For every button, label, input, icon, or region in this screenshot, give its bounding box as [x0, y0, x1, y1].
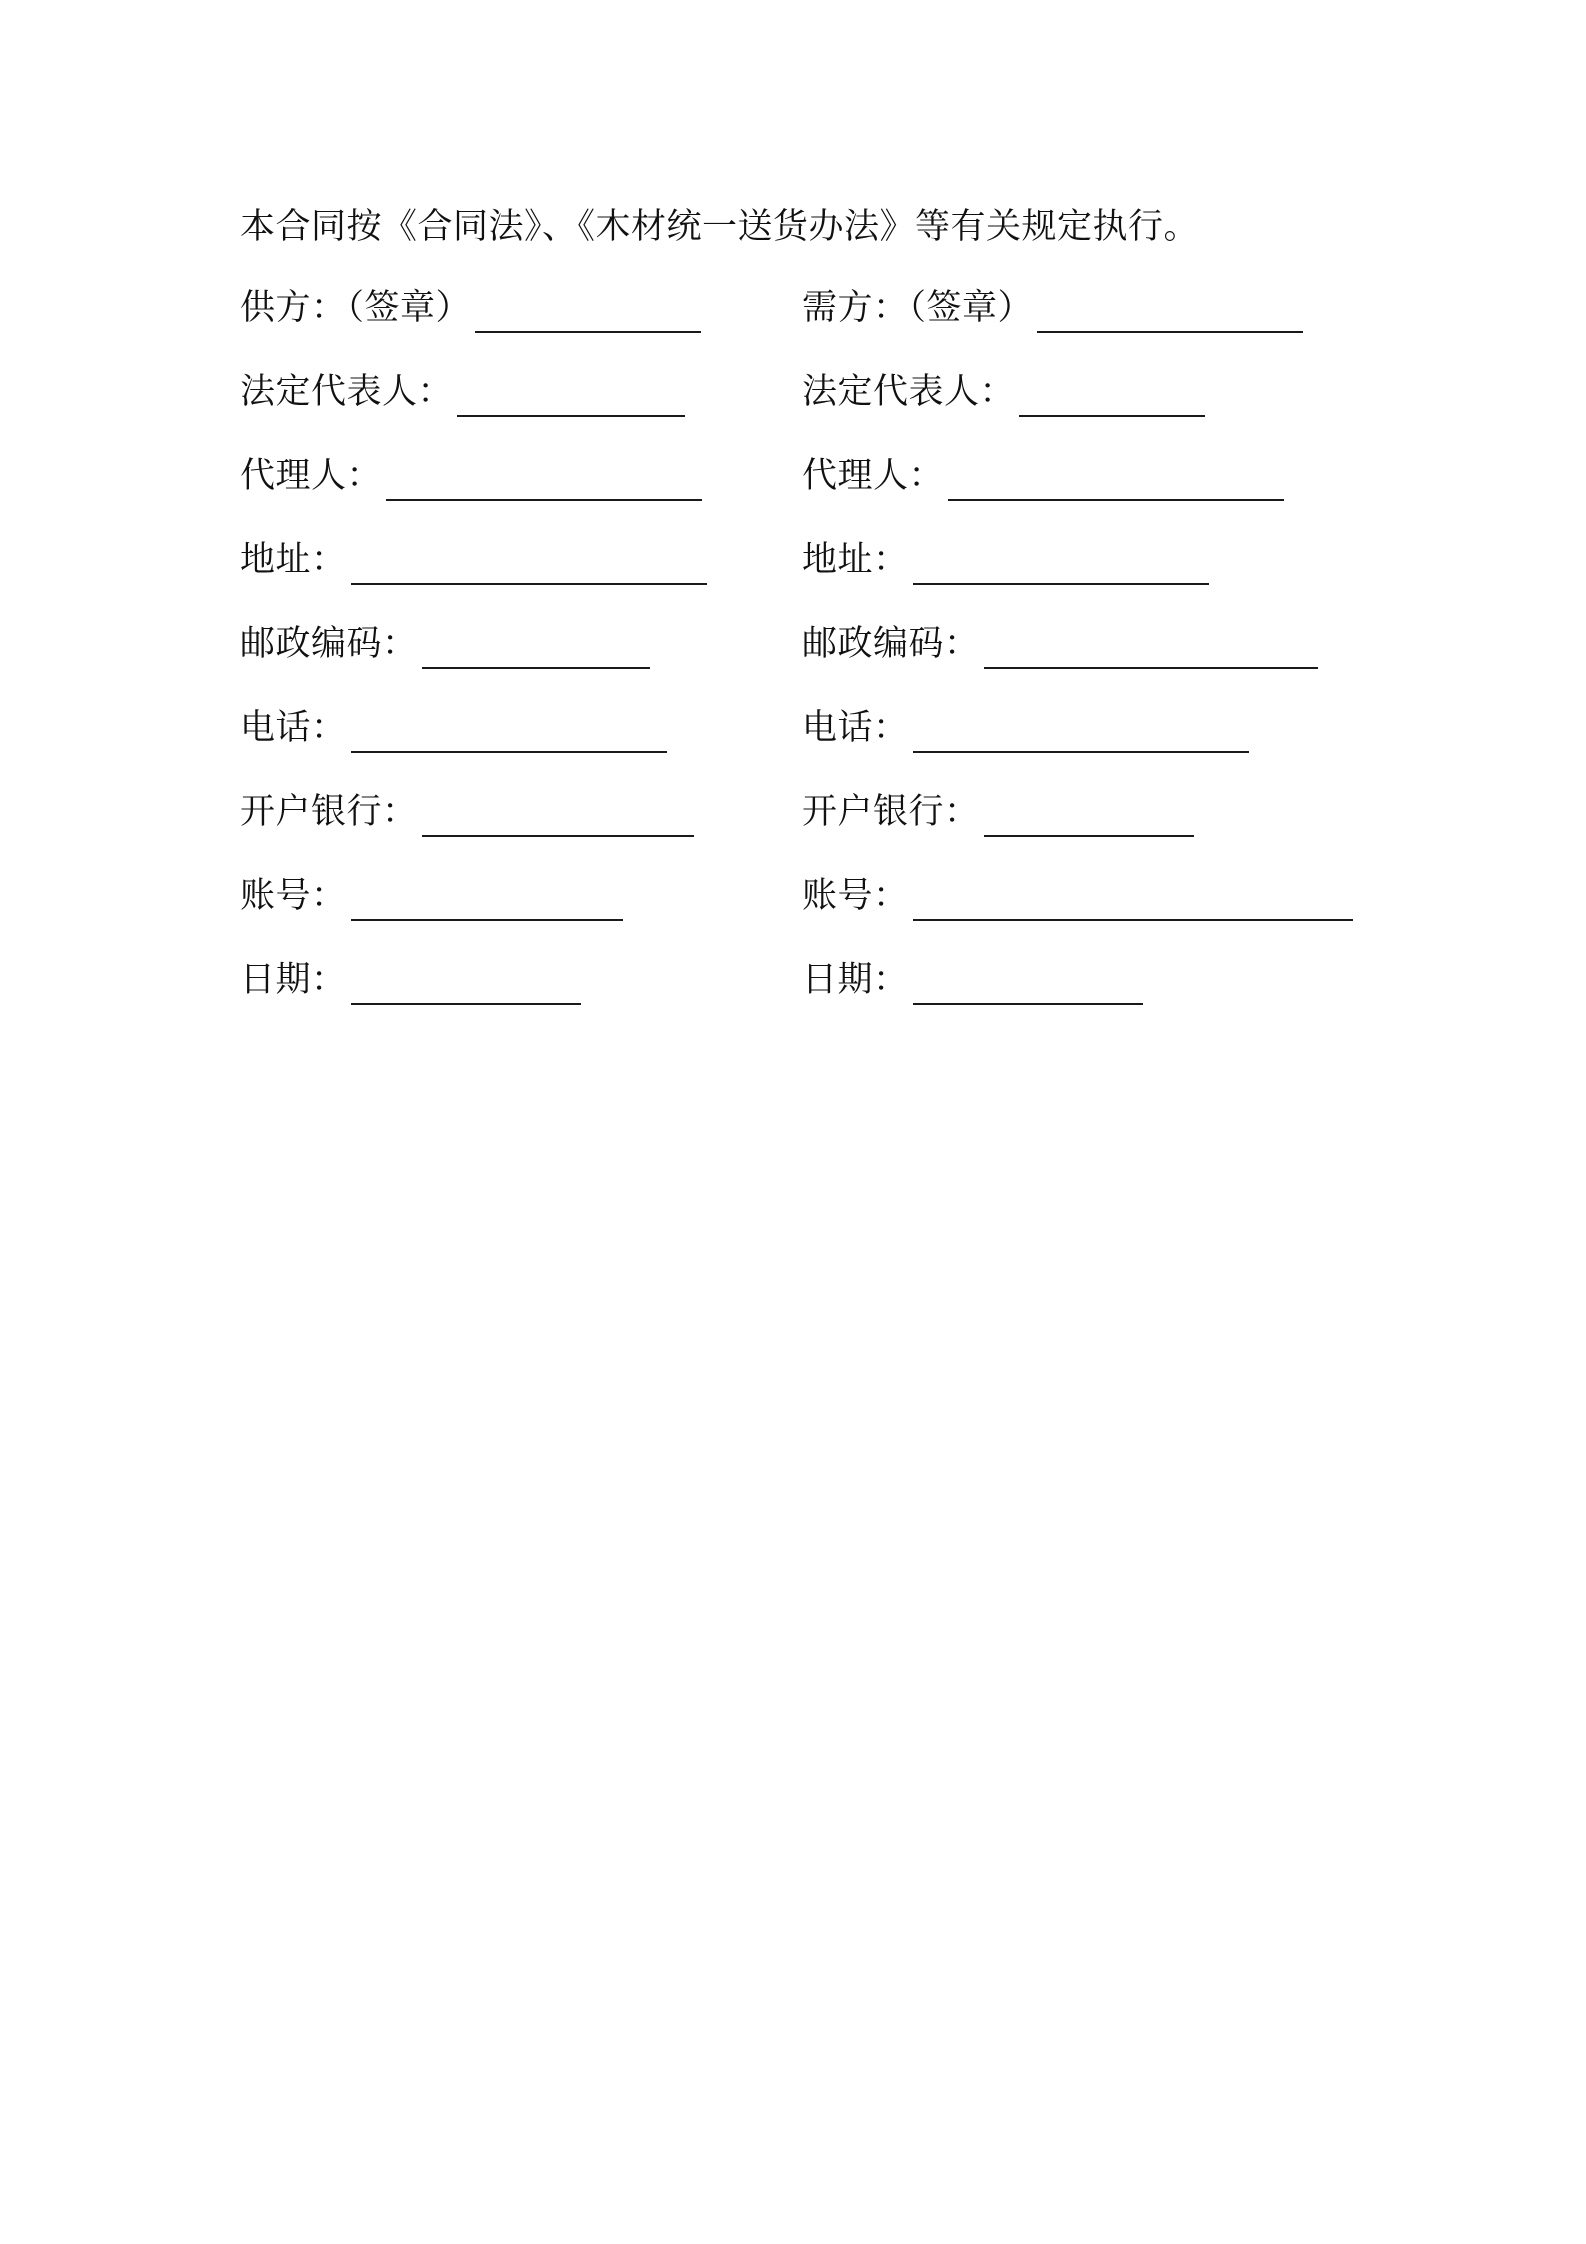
supplier-account-blank [351, 879, 623, 921]
buyer-address-label: 地址： [802, 540, 909, 580]
buyer-postcode-label: 邮政编码： [802, 624, 980, 664]
supplier-legal-rep-label: 法定代表人： [240, 372, 454, 412]
supplier-agent-blank [386, 459, 702, 501]
buyer-legal-rep-blank [1019, 375, 1205, 417]
supplier-bank-blank [422, 795, 694, 837]
buyer-address-blank [913, 543, 1209, 585]
supplier-seal-field [240, 283, 802, 333]
signature-row [240, 535, 1400, 619]
supplier-date-blank [351, 963, 581, 1005]
buyer-postcode-blank [984, 627, 1318, 669]
buyer-bank-label: 开户银行： [802, 792, 980, 832]
supplier-date-field [240, 955, 802, 1005]
buyer-phone-field [802, 703, 1400, 753]
buyer-agent-label: 代理人： [802, 456, 945, 496]
supplier-postcode-field [240, 619, 802, 669]
signature-block [240, 283, 1400, 1039]
signature-row [240, 283, 1400, 367]
supplier-postcode-blank [422, 627, 650, 669]
supplier-address-field [240, 535, 802, 585]
supplier-bank-field [240, 787, 802, 837]
buyer-account-field [802, 871, 1400, 921]
signature-row [240, 955, 1400, 1039]
supplier-agent-field [240, 451, 802, 501]
supplier-phone-label: 电话： [240, 708, 347, 748]
supplier-address-label: 地址： [240, 540, 347, 580]
supplier-seal-label: 供方：（签章） [240, 288, 472, 328]
signature-row [240, 451, 1400, 535]
signature-row [240, 787, 1400, 871]
buyer-agent-field [802, 451, 1400, 501]
buyer-seal-label: 需方：（签章） [802, 288, 1034, 328]
buyer-legal-rep-label: 法定代表人： [802, 372, 1016, 412]
supplier-legal-rep-field [240, 367, 802, 417]
buyer-account-label: 账号： [802, 876, 909, 916]
buyer-date-blank [913, 963, 1143, 1005]
supplier-account-label: 账号： [240, 876, 347, 916]
buyer-seal-blank [1037, 291, 1303, 333]
buyer-agent-blank [948, 459, 1284, 501]
buyer-seal-field [802, 283, 1400, 333]
supplier-agent-label: 代理人： [240, 456, 383, 496]
buyer-phone-label: 电话： [802, 708, 909, 748]
signature-row [240, 871, 1400, 955]
buyer-account-blank [913, 879, 1353, 921]
buyer-address-field [802, 535, 1400, 585]
buyer-legal-rep-field [802, 367, 1400, 417]
buyer-phone-blank [913, 711, 1249, 753]
signature-row [240, 367, 1400, 451]
contract-clause: 本合同按《合同法》、《木材统一送货办法》等有关规定执行。 [240, 207, 1200, 247]
buyer-date-label: 日期： [802, 960, 909, 1000]
supplier-bank-label: 开户银行： [240, 792, 418, 832]
supplier-legal-rep-blank [457, 375, 685, 417]
supplier-phone-blank [351, 711, 667, 753]
supplier-account-field [240, 871, 802, 921]
buyer-bank-blank [984, 795, 1194, 837]
supplier-address-blank [351, 543, 707, 585]
buyer-date-field [802, 955, 1400, 1005]
buyer-postcode-field [802, 619, 1400, 669]
supplier-phone-field [240, 703, 802, 753]
supplier-postcode-label: 邮政编码： [240, 624, 418, 664]
signature-row [240, 703, 1400, 787]
supplier-seal-blank [475, 291, 701, 333]
buyer-bank-field [802, 787, 1400, 837]
signature-row [240, 619, 1400, 703]
supplier-date-label: 日期： [240, 960, 347, 1000]
